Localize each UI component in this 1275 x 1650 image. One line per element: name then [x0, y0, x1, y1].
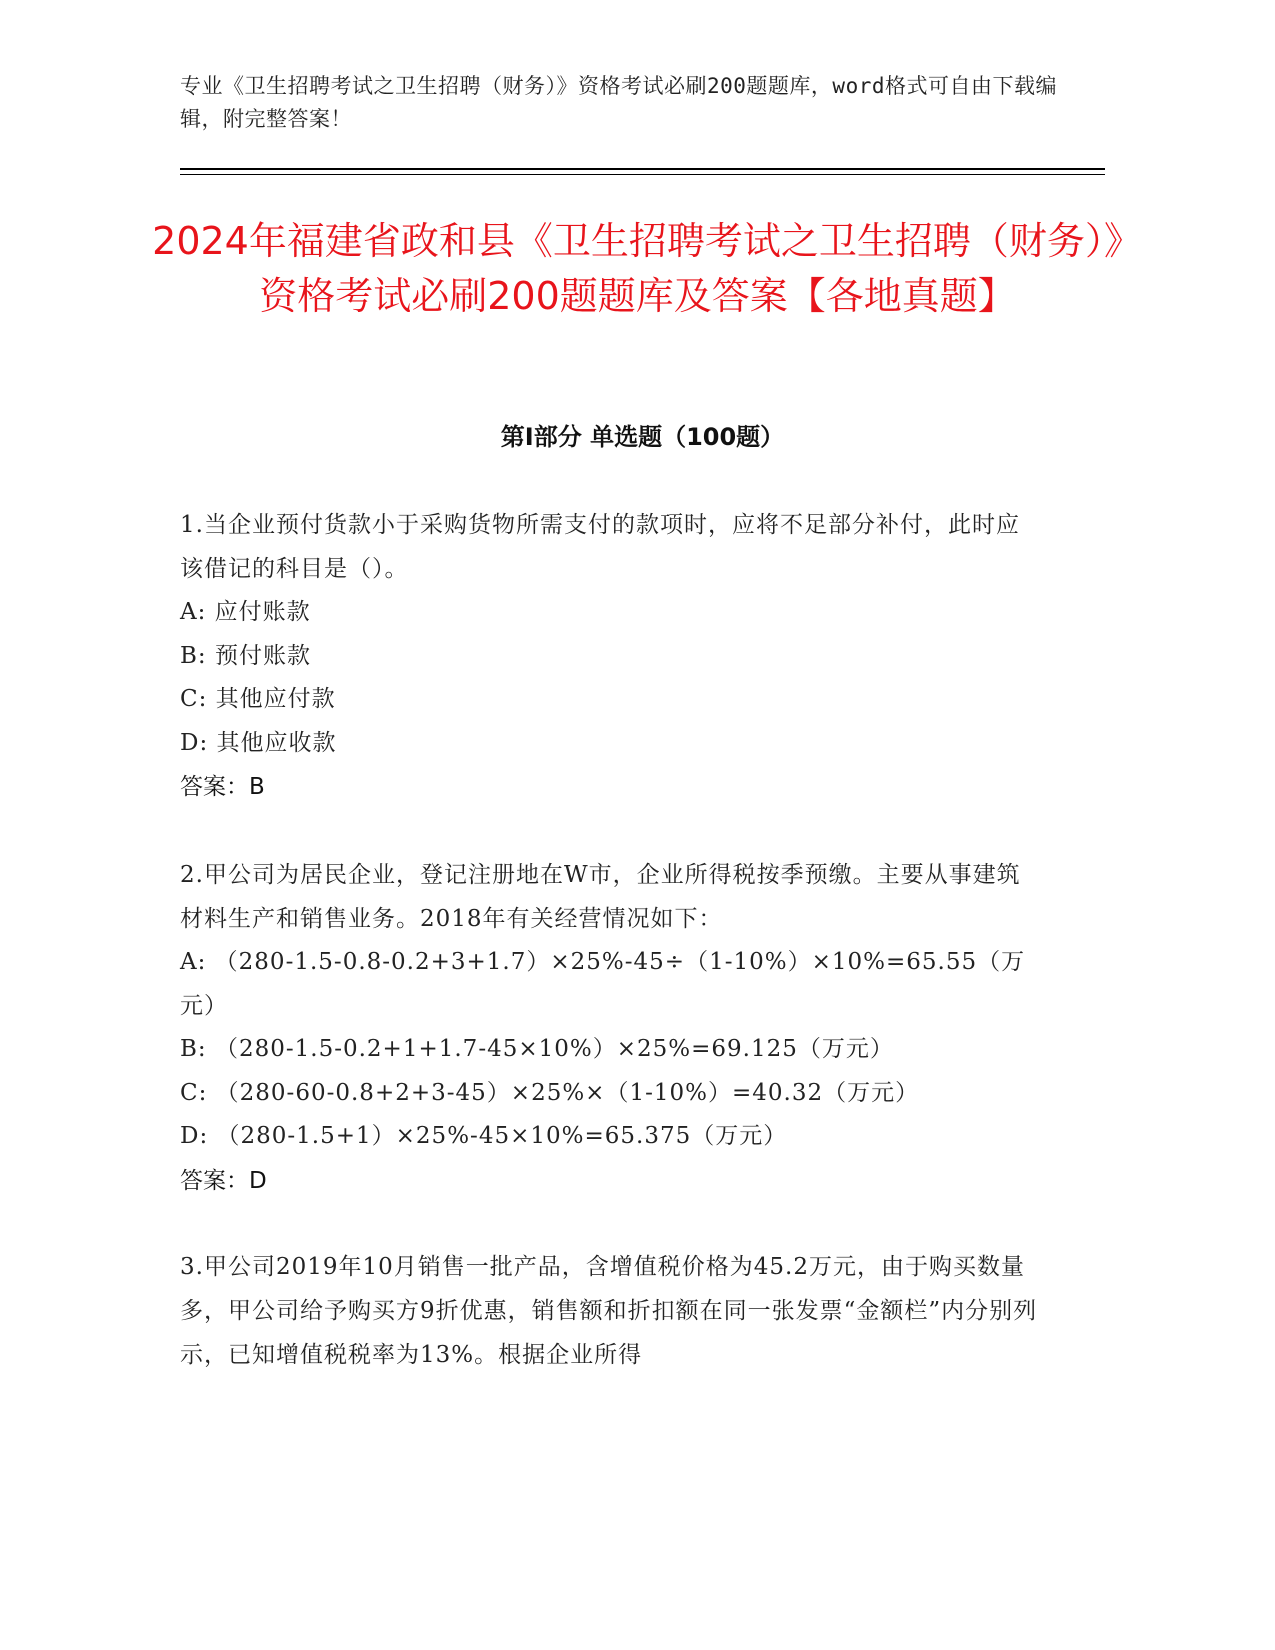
- answer: 答案：D: [180, 1167, 267, 1194]
- option-a: A: （280-1.5-0.8-0.2+3+1.7）×25%-45÷（1-10%）×10%=65.55（万元）: [180, 949, 1026, 1019]
- option-c: C: （280-60-0.8+2+3-45）×25%×（1-10%）=40.32（万元）: [180, 1079, 920, 1106]
- question-2: [180, 853, 1040, 1203]
- option-c: C: 其他应付款: [180, 686, 336, 712]
- answer: 答案：B: [180, 774, 265, 800]
- option-d: D: （280-1.5+1）×25%-45×10%=65.375（万元）: [180, 1123, 788, 1149]
- document-title: 2024年福建省政和县《卫生招聘考试之卫生招聘（财务）》资格考试必刷200题题库及答案【各地真题】: [152, 219, 1123, 318]
- option-a: A: 应付账款: [180, 599, 311, 625]
- option-d: D: 其他应收款: [180, 729, 337, 756]
- question-1: [180, 503, 1040, 809]
- option-b: B: （280-1.5-0.2+1+1.7-45×10%）×25%=69.125（万元）: [180, 1036, 894, 1062]
- question-stem: 3.甲公司2019年10月销售一批产品，含增值税价格为45.2万元，由于购买数量多，甲公司给予购买方9折优惠，销售额和折扣额在同一张发票“金额栏”内分别列示，已知增值税税率为13%。根据企业所得: [180, 1254, 1038, 1368]
- header-divider-thin: [180, 174, 1105, 175]
- header-note: 专业《卫生招聘考试之卫生招聘（财务）》资格考试必刷200题题库，word格式可自由下载编辑，附完整答案！: [180, 74, 1057, 131]
- header-divider-thick: [180, 168, 1105, 170]
- question-stem: 2.甲公司为居民企业，登记注册地在W市，企业所得税按季预缴。主要从事建筑材料生产和销售业务。2018年有关经营情况如下：: [180, 862, 1021, 932]
- question-stem: 1.当企业预付货款小于采购货物所需支付的款项时，应将不足部分补付，此时应该借记的科目是（）。: [180, 512, 1020, 582]
- question-3: [180, 1245, 1040, 1377]
- option-b: B: 预付账款: [180, 642, 311, 669]
- section-title: 第I部分 单选题（100题）: [500, 423, 785, 451]
